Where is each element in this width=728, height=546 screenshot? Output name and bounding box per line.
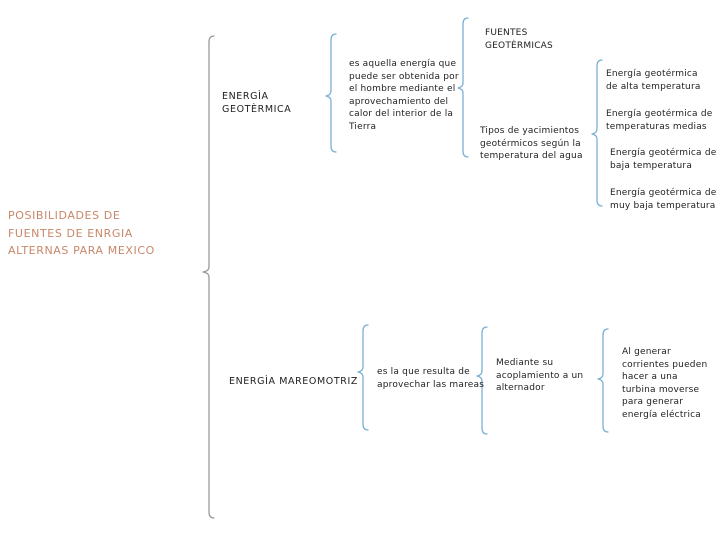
geotermica-definition: es aquella energía que puede ser obtenida por el hombre mediante el aprovechamiento del calor del interior de la Tierra (349, 59, 459, 132)
tipos-bracket (592, 60, 602, 206)
mareomotriz-definition: es la que resulta de aprovechar las mareas (377, 367, 485, 390)
fuentes-geotermicas: FUENTES GEOTÈRMICAS (485, 28, 553, 51)
mareomotriz-node: ENERGÌA MAREOMOTRIZ (229, 376, 358, 387)
alternador-bracket (598, 329, 608, 432)
tipos-yacimientos: Tipos de yacimientos geotérmicos según la temperatura del agua (480, 126, 583, 161)
mareomotriz-bracket (358, 325, 368, 430)
type-temperaturas-medias: Energía geotérmica de temperaturas medias (606, 109, 713, 132)
root-topic: POSIBILIDADES DE FUENTES DE ENRGIA ALTERNAS PARA MEXICO (8, 209, 155, 257)
type-alta-temperatura: Energía geotérmica de alta temperatura (606, 69, 701, 92)
geotermica-bracket (326, 34, 336, 152)
energia-electrica-result: Al generar corrientes pueden hacer a una turbina moverse para generar energía eléctrica (622, 347, 708, 420)
type-baja-temperatura: Energía geotérmica de baja temperatura (610, 148, 717, 171)
mediante-alternador: Mediante su acoplamiento a un alternador (496, 358, 584, 393)
type-muy-baja-temperatura: Energía geotérmica de muy baja temperatura (610, 188, 717, 211)
root-bracket (203, 36, 214, 518)
definition-bracket (458, 18, 468, 157)
geotermica-node: ENERGÌA GEOTÈRMICA (222, 91, 292, 115)
